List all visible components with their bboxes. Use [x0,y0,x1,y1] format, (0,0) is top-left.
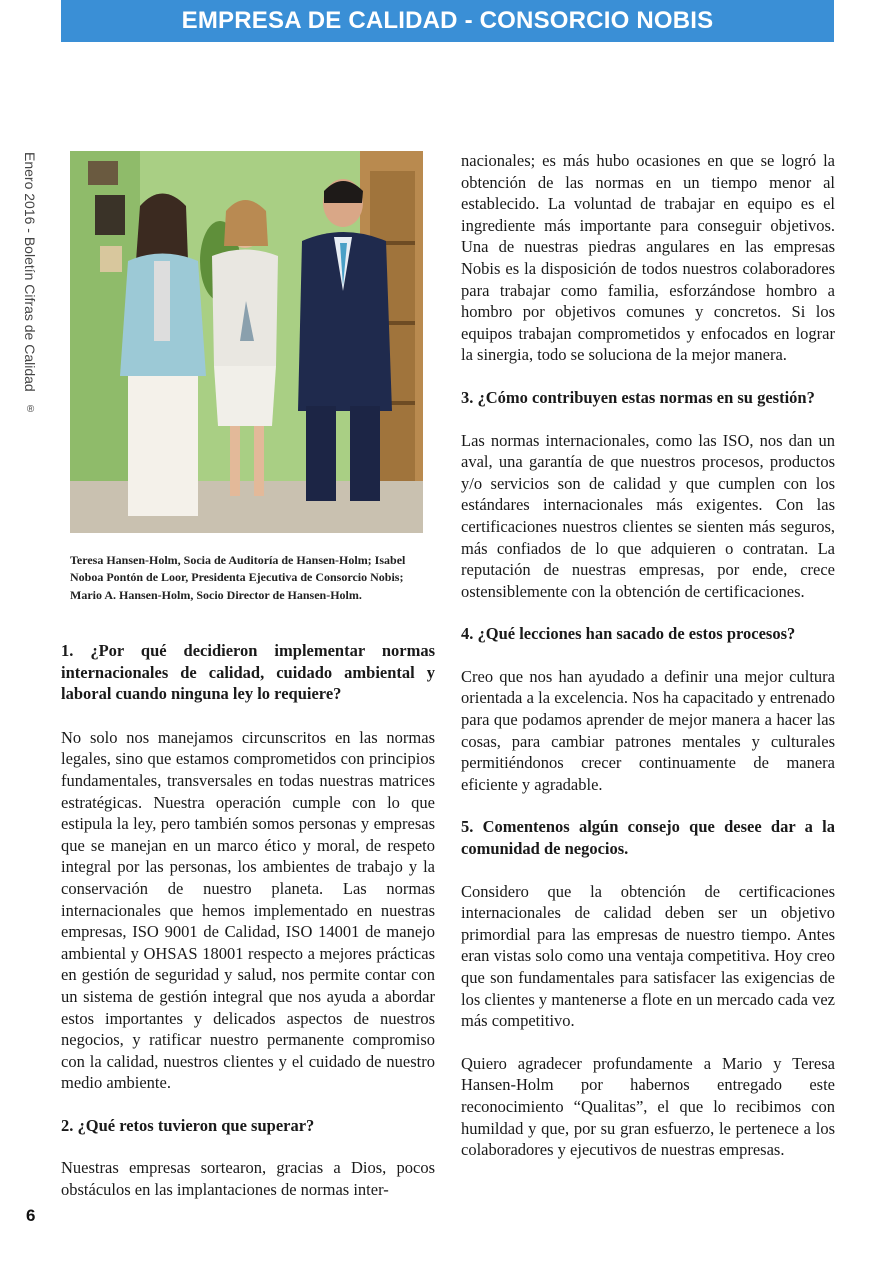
article-right-column [461,150,835,1161]
photo-illustration [70,151,423,533]
sidebar-publication-label [22,152,38,415]
page-title: EMPRESA DE CALIDAD - CONSORCIO NOBIS [181,7,714,34]
registered-mark: ® [25,403,36,415]
page-number: 6 [26,1206,36,1225]
question-4-heading: 4. ¿Qué lecciones han sacado de estos procesos? [461,624,796,644]
article-left-column [61,640,435,1201]
question-5-answer: Considero que la obtención de certificaciones internacionales de calidad deben ser un objetivo primordial para las empresas de nuestro tiempo. Antes eran vistas solo como una ventaja competitiva. Hoy creo que son fundamentales para satisfacer las exigencias de los clientes y mantenerse a flote en un mercado cada vez más competitivo. [461,881,835,1031]
question-3-heading: 3. ¿Cómo contribuyen estas normas en su gestión? [461,387,815,407]
question-1-answer: No solo nos manejamos circunscritos en las normas legales, sino que estamos comprometidos con principios fundamentales, transversales en todas nuestras matrices estratégicas. Nuestra operación cumple con lo que estipula la ley, pero también somos personas y empresas que se manejan en un marco ético y moral, de respeto integral por las personas, los ambientes de trabajo y la conservación de nuestro planeta. Las normas internacionales que hemos implementado en nuestras empresas, ISO 9001 de Calidad, ISO 14001 de manejo ambiental y OHSAS 18001 respecto a mejores prácticas en gestión de seguridad y salud, nos permite contar con un sistema de gestión integral que nos ayuda a abordar estos importantes y delicados aspectos de nuestros negocios, y ratificar nuestro permanente compromiso con la calidad, nuestros clientes y el cuidado de nuestro medio ambiente. [61,727,435,1093]
group-photo [70,151,423,533]
question-1-heading: 1. ¿Por qué decidieron implementar normas internacionales de calidad, cuidado ambiental y laboral cuando ninguna ley lo requiere? [61,641,435,704]
header-banner [61,0,834,42]
question-4-answer: Creo que nos han ayudado a definir una mejor cultura orientada a la excelencia. Nos ha capacitado y entrenado para que podamos aprender de mejor manera a hacer las cosas, para cambiar patrones mentales y culturales permitiéndonos crecer continuamente de manera eficiente y agradable. [461,666,835,794]
question-5-heading: 5. Comentenos algún consejo que desee dar a la comunidad de negocios. [461,817,835,859]
closing-paragraph: Quiero agradecer profundamente a Mario y Teresa Hansen-Holm por habernos entregado este reconocimiento “Qualitas”, el que lo recibimos con humildad y que, por su gran esfuerzo, le pertenece a los colaboradores y ejecutivos de nuestras empresas. [461,1053,835,1160]
sidebar-text: Enero 2016 - Boletín Cifras de Calidad [22,152,38,392]
question-3-answer: Las normas internacionales, como las ISO, nos dan un aval, una garantía de que nuestros procesos, productos y/o servicios son de calidad y que cumplen con los estándares internacionales más exigentes. Con las certificaciones nuestros clientes se sienten más seguros, más confiados de lo que adquieren o contratan. La reputación de nuestras empresas, por ende, crece ostensiblemente con la obtención de certificaciones. [461,430,835,601]
photo-caption: Teresa Hansen-Holm, Socia de Auditoría de Hansen-Holm; Isabel Noboa Pontón de Loor, Presidenta Ejecutiva de Consorcio Nobis; Mario A. Hansen-Holm, Socio Director de Hansen-Holm. [70,553,406,602]
question-2-heading: 2. ¿Qué retos tuvieron que superar? [61,1115,315,1135]
question-2-answer-continued: nacionales; es más hubo ocasiones en que se logró la obtención de las normas en un tiempo menor al establecido. La voluntad de trabajar en equipo es el ingrediente más importante para conseguir objetivos. Una de nuestras piedras angulares en las empresas Nobis es la disposición de todos nuestros colaboradores para trabajar como familia, esforzándose hombro a hombro por objetivos comunes y concretos. Si los equipos trabajan comprometidos y enfocados en lograr la sinergia, todo se soluciona de la mejor manera. [461,151,835,365]
question-2-answer-start: Nuestras empresas sortearon, gracias a Dios, pocos obstáculos en las implantaciones de normas inter- [61,1158,435,1200]
